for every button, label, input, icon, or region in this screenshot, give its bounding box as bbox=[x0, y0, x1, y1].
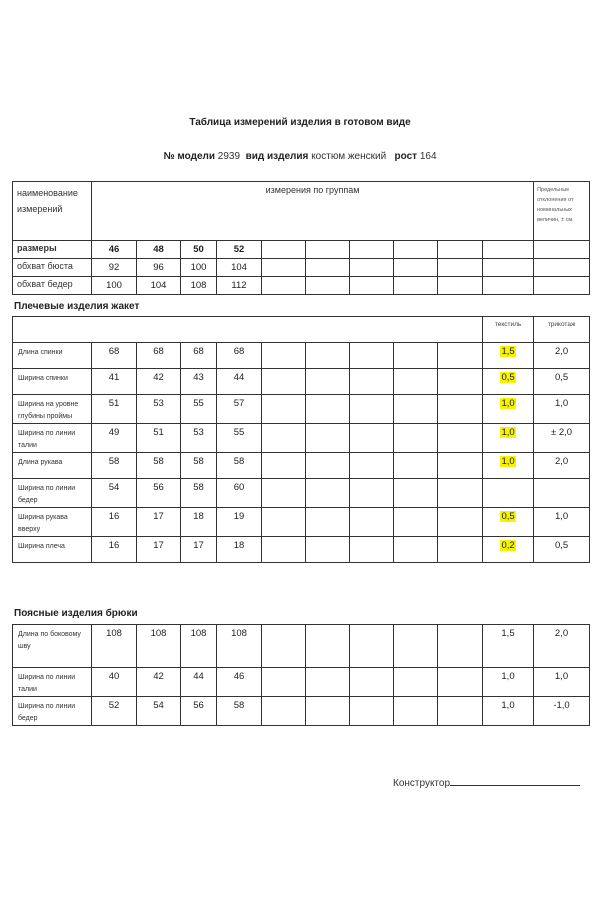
value-cell: 108 bbox=[181, 625, 217, 668]
knit-header: трикотаж bbox=[534, 317, 590, 343]
textile-cell bbox=[483, 369, 534, 395]
empty-cell bbox=[438, 259, 483, 277]
empty-cell bbox=[262, 625, 306, 668]
value-cell: 54 bbox=[137, 697, 181, 726]
textile-tolerance: 1,5 bbox=[501, 346, 515, 357]
empty-cell bbox=[262, 453, 306, 479]
empty-cell bbox=[306, 241, 350, 259]
empty-cell bbox=[262, 277, 306, 295]
value-cell: 43 bbox=[181, 369, 217, 395]
empty-cell bbox=[438, 668, 483, 697]
jacket-header-blank bbox=[13, 317, 483, 343]
table-row bbox=[13, 625, 590, 668]
value-cell: 92 bbox=[92, 259, 137, 277]
empty-cell bbox=[262, 697, 306, 726]
empty-cell bbox=[350, 479, 394, 508]
value-cell: 18 bbox=[217, 537, 262, 563]
empty-cell bbox=[534, 277, 590, 295]
empty-cell bbox=[350, 277, 394, 295]
value-cell: 18 bbox=[181, 508, 217, 537]
value-cell: 96 bbox=[137, 259, 181, 277]
textile-cell bbox=[483, 537, 534, 563]
empty-cell bbox=[306, 424, 350, 453]
empty-cell bbox=[306, 625, 350, 668]
size-cell: 50 bbox=[181, 241, 217, 259]
value-cell: 53 bbox=[181, 424, 217, 453]
value-cell: 49 bbox=[92, 424, 137, 453]
empty-cell bbox=[306, 697, 350, 726]
textile-tolerance: 0,5 bbox=[501, 372, 515, 383]
textile-tolerance: 0,2 bbox=[501, 540, 515, 551]
value-cell: 104 bbox=[217, 259, 262, 277]
value-cell: 68 bbox=[181, 343, 217, 369]
product-type: костюм женский bbox=[311, 151, 387, 162]
row-label: Ширина по линии бедер bbox=[13, 697, 92, 726]
empty-cell bbox=[350, 369, 394, 395]
empty-cell bbox=[438, 453, 483, 479]
row-label: размеры bbox=[13, 241, 92, 259]
empty-cell bbox=[438, 537, 483, 563]
size-cell: 48 bbox=[137, 241, 181, 259]
value-cell: 100 bbox=[181, 259, 217, 277]
value-cell: 58 bbox=[217, 453, 262, 479]
signature-label: Конструктор bbox=[393, 778, 451, 789]
empty-cell bbox=[350, 668, 394, 697]
sizes-table bbox=[12, 181, 590, 295]
row-label: Длина спинки bbox=[13, 343, 92, 369]
empty-cell bbox=[394, 277, 438, 295]
empty-cell bbox=[394, 424, 438, 453]
textile-tolerance: 1,0 bbox=[501, 456, 515, 467]
empty-cell bbox=[438, 395, 483, 424]
knit-cell: 1,0 bbox=[534, 395, 590, 424]
model-info bbox=[0, 151, 600, 162]
empty-cell bbox=[306, 668, 350, 697]
empty-cell bbox=[306, 479, 350, 508]
row-label: Длина рукава bbox=[13, 453, 92, 479]
empty-cell bbox=[306, 508, 350, 537]
name-header: наименование измерений bbox=[13, 182, 92, 241]
empty-cell bbox=[438, 369, 483, 395]
textile-cell bbox=[483, 625, 534, 668]
empty-cell bbox=[438, 625, 483, 668]
value-cell: 17 bbox=[137, 508, 181, 537]
knit-cell: 2,0 bbox=[534, 625, 590, 668]
jacket-table bbox=[12, 316, 590, 563]
value-cell: 57 bbox=[217, 395, 262, 424]
empty-cell bbox=[350, 537, 394, 563]
signature-line bbox=[450, 776, 580, 786]
row-label: Ширина по линии талии bbox=[13, 424, 92, 453]
empty-cell bbox=[438, 479, 483, 508]
value-cell: 55 bbox=[217, 424, 262, 453]
empty-cell bbox=[306, 395, 350, 424]
textile-cell bbox=[483, 508, 534, 537]
row-label: Ширина рукава вверху bbox=[13, 508, 92, 537]
row-label: Ширина на уровне глубины проймы bbox=[13, 395, 92, 424]
empty-cell bbox=[350, 625, 394, 668]
empty-cell bbox=[306, 277, 350, 295]
model-label: № модели bbox=[163, 151, 216, 162]
value-cell: 55 bbox=[181, 395, 217, 424]
empty-cell bbox=[394, 241, 438, 259]
value-cell: 16 bbox=[92, 537, 137, 563]
table-row bbox=[13, 259, 590, 277]
value-cell: 44 bbox=[217, 369, 262, 395]
empty-cell bbox=[350, 241, 394, 259]
empty-cell bbox=[350, 343, 394, 369]
value-cell: 16 bbox=[92, 508, 137, 537]
textile-cell bbox=[483, 395, 534, 424]
size-cell: 46 bbox=[92, 241, 137, 259]
empty-cell bbox=[306, 537, 350, 563]
empty-cell bbox=[262, 668, 306, 697]
textile-cell bbox=[483, 697, 534, 726]
value-cell: 100 bbox=[92, 277, 137, 295]
value-cell: 108 bbox=[217, 625, 262, 668]
value-cell: 17 bbox=[181, 537, 217, 563]
empty-cell bbox=[350, 395, 394, 424]
value-cell: 51 bbox=[92, 395, 137, 424]
value-cell: 51 bbox=[137, 424, 181, 453]
value-cell: 58 bbox=[181, 453, 217, 479]
value-cell: 58 bbox=[137, 453, 181, 479]
product-type-label: вид изделия bbox=[245, 151, 309, 162]
value-cell: 19 bbox=[217, 508, 262, 537]
value-cell: 56 bbox=[181, 697, 217, 726]
value-cell: 56 bbox=[137, 479, 181, 508]
textile-header: текстиль bbox=[483, 317, 534, 343]
table-row bbox=[13, 453, 590, 479]
empty-cell bbox=[306, 453, 350, 479]
empty-cell bbox=[350, 508, 394, 537]
value-cell: 58 bbox=[217, 697, 262, 726]
empty-cell bbox=[438, 277, 483, 295]
empty-cell bbox=[262, 479, 306, 508]
value-cell: 108 bbox=[137, 625, 181, 668]
empty-cell bbox=[306, 259, 350, 277]
table-row bbox=[13, 241, 590, 259]
knit-cell: -1,0 bbox=[534, 697, 590, 726]
value-cell: 54 bbox=[92, 479, 137, 508]
textile-tolerance: 1,5 bbox=[501, 628, 515, 639]
table-row bbox=[13, 697, 590, 726]
signature-field bbox=[393, 776, 580, 789]
document-title: Таблица измерений изделия в готовом виде bbox=[189, 117, 411, 128]
knit-cell: 0,5 bbox=[534, 537, 590, 563]
knit-cell: 0,5 bbox=[534, 369, 590, 395]
row-label: Ширина плеча bbox=[13, 537, 92, 563]
empty-cell bbox=[394, 625, 438, 668]
table-row bbox=[13, 343, 590, 369]
empty-cell bbox=[306, 343, 350, 369]
empty-cell bbox=[483, 241, 534, 259]
empty-cell bbox=[350, 259, 394, 277]
empty-cell bbox=[262, 369, 306, 395]
textile-tolerance: 1,0 bbox=[501, 671, 515, 682]
textile-tolerance: 1,0 bbox=[501, 700, 515, 711]
trousers-section-title: Поясные изделия брюки bbox=[14, 608, 138, 619]
row-label: обхват бедер bbox=[13, 277, 92, 295]
empty-cell bbox=[394, 479, 438, 508]
table-row bbox=[13, 508, 590, 537]
model-number: 2939 bbox=[217, 151, 241, 162]
table-row bbox=[13, 424, 590, 453]
value-cell: 108 bbox=[181, 277, 217, 295]
empty-cell bbox=[394, 537, 438, 563]
empty-cell bbox=[438, 508, 483, 537]
empty-cell bbox=[350, 424, 394, 453]
empty-cell bbox=[438, 343, 483, 369]
empty-cell bbox=[438, 241, 483, 259]
row-label: Длина по боковому шву bbox=[13, 625, 92, 668]
value-cell: 44 bbox=[181, 668, 217, 697]
size-cell: 52 bbox=[217, 241, 262, 259]
empty-cell bbox=[394, 697, 438, 726]
textile-cell bbox=[483, 343, 534, 369]
value-cell: 112 bbox=[217, 277, 262, 295]
textile-tolerance: 0,5 bbox=[501, 511, 515, 522]
empty-cell bbox=[394, 259, 438, 277]
empty-cell bbox=[262, 537, 306, 563]
groups-header: измерения по группам bbox=[92, 182, 534, 241]
knit-cell: ± 2,0 bbox=[534, 424, 590, 453]
empty-cell bbox=[262, 241, 306, 259]
value-cell: 58 bbox=[92, 453, 137, 479]
empty-cell bbox=[262, 259, 306, 277]
empty-cell bbox=[394, 453, 438, 479]
value-cell: 40 bbox=[92, 668, 137, 697]
value-cell: 68 bbox=[92, 343, 137, 369]
table-row bbox=[13, 369, 590, 395]
table-row bbox=[13, 537, 590, 563]
empty-cell bbox=[394, 369, 438, 395]
height-value: 164 bbox=[419, 151, 437, 162]
value-cell: 52 bbox=[92, 697, 137, 726]
value-cell: 46 bbox=[217, 668, 262, 697]
knit-cell: 1,0 bbox=[534, 668, 590, 697]
value-cell: 53 bbox=[137, 395, 181, 424]
knit-cell: 1,0 bbox=[534, 508, 590, 537]
textile-cell bbox=[483, 453, 534, 479]
textile-cell bbox=[483, 668, 534, 697]
value-cell: 41 bbox=[92, 369, 137, 395]
knit-cell: 2,0 bbox=[534, 343, 590, 369]
empty-cell bbox=[262, 424, 306, 453]
empty-cell bbox=[534, 259, 590, 277]
value-cell: 108 bbox=[92, 625, 137, 668]
empty-cell bbox=[394, 343, 438, 369]
empty-cell bbox=[394, 508, 438, 537]
empty-cell bbox=[534, 241, 590, 259]
empty-cell bbox=[438, 697, 483, 726]
value-cell: 42 bbox=[137, 369, 181, 395]
deviation-header: Предельные отклонения от номинальных величин, ± см. bbox=[534, 182, 590, 241]
value-cell: 68 bbox=[137, 343, 181, 369]
knit-cell: 2,0 bbox=[534, 453, 590, 479]
empty-cell bbox=[438, 424, 483, 453]
row-label: Ширина по линии бедер bbox=[13, 479, 92, 508]
value-cell: 104 bbox=[137, 277, 181, 295]
jacket-section-title: Плечевые изделия жакет bbox=[14, 301, 140, 312]
value-cell: 60 bbox=[217, 479, 262, 508]
textile-tolerance: 1,0 bbox=[501, 398, 515, 409]
empty-cell bbox=[483, 259, 534, 277]
trousers-table bbox=[12, 624, 590, 726]
textile-cell bbox=[483, 424, 534, 453]
empty-cell bbox=[350, 453, 394, 479]
empty-cell bbox=[483, 277, 534, 295]
empty-cell bbox=[306, 369, 350, 395]
empty-cell bbox=[394, 395, 438, 424]
table-row bbox=[13, 277, 590, 295]
textile-cell bbox=[483, 479, 534, 508]
empty-cell bbox=[350, 697, 394, 726]
row-label: обхват бюста bbox=[13, 259, 92, 277]
row-label: Ширина спинки bbox=[13, 369, 92, 395]
value-cell: 42 bbox=[137, 668, 181, 697]
empty-cell bbox=[262, 395, 306, 424]
table-row bbox=[13, 479, 590, 508]
empty-cell bbox=[262, 508, 306, 537]
empty-cell bbox=[262, 343, 306, 369]
knit-cell bbox=[534, 479, 590, 508]
textile-tolerance: 1,0 bbox=[501, 427, 515, 438]
value-cell: 58 bbox=[181, 479, 217, 508]
table-row bbox=[13, 395, 590, 424]
empty-cell bbox=[394, 668, 438, 697]
value-cell: 68 bbox=[217, 343, 262, 369]
value-cell: 17 bbox=[137, 537, 181, 563]
row-label: Ширина по линии талии bbox=[13, 668, 92, 697]
table-row bbox=[13, 668, 590, 697]
height-label: рост bbox=[394, 151, 418, 162]
